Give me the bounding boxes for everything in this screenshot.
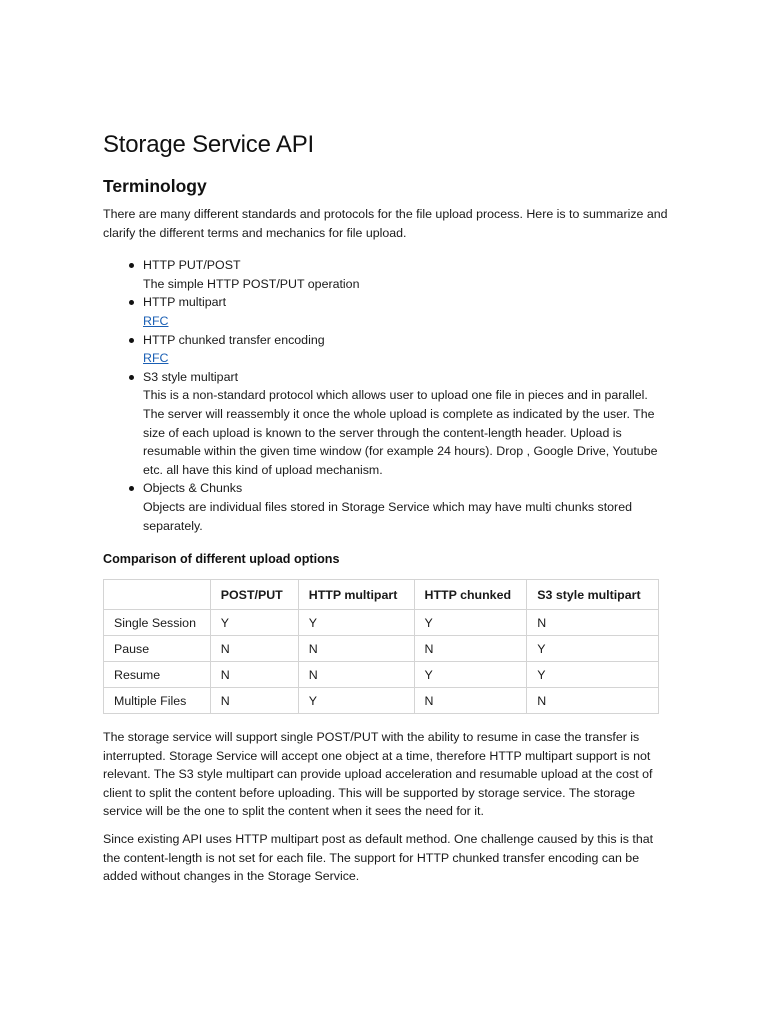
table-cell: Single Session [104, 610, 211, 636]
term-description: Objects are individual files stored in Storage Service which may have multi chunks stored separately. [143, 499, 632, 533]
table-row [104, 662, 659, 688]
table-row [104, 636, 659, 662]
bullet-icon [129, 300, 134, 305]
table-cell: Resume [104, 662, 211, 688]
term-label: HTTP PUT/POST [143, 258, 241, 273]
page-title: Storage Service API [103, 131, 314, 158]
table-cell: N [298, 636, 414, 662]
body-paragraph: The storage service will support single POST/PUT with the ability to resume in case the transfer is interrupted. Storage Service will accept one object at a time, therefore HTTP multipart support is not relevant. The S3 style multipart can provide upload acceleration and resumable upload at the cost of client to split the content before uploading. This will be supported by storage service. The storage service will be the one to split the content when it sees the need for it. [103, 730, 653, 819]
table-header-row [104, 580, 659, 610]
table-cell: Y [210, 610, 298, 636]
table-cell: N [210, 636, 298, 662]
rfc-link[interactable]: RFC [143, 313, 169, 328]
body-paragraph: Since existing API uses HTTP multipart post as default method. One challenge caused by this is that the content-length is not set for each file. The support for HTTP chunked transfer encoding can be added without changes in the Storage Service. [103, 832, 654, 884]
term-description: This is a non-standard protocol which allows user to upload one file in pieces and in parallel. The server will reassembly it once the whole upload is complete as indicated by the user. The size of each upload is known to the server through the content-length header. Upload is resumable within the given time window (for example 24 hours). Drop , Google Drive, Youtube etc. all have this kind of upload mechanism. [143, 388, 658, 477]
table-header-cell: S3 style multipart [527, 580, 659, 610]
table-cell: N [414, 688, 527, 714]
term-label: Objects & Chunks [143, 481, 243, 496]
bullet-icon [129, 338, 134, 343]
table-cell: Y [298, 610, 414, 636]
table-row [104, 688, 659, 714]
table-cell: N [527, 610, 659, 636]
bullet-icon [129, 263, 134, 268]
bullet-icon [129, 375, 134, 380]
table-row [104, 610, 659, 636]
table-header-cell: POST/PUT [210, 580, 298, 610]
terminology-list [103, 256, 668, 535]
table-cell: N [414, 636, 527, 662]
table-header-cell [104, 580, 211, 610]
table-cell: Y [527, 636, 659, 662]
section-heading-terminology: Terminology [103, 176, 207, 196]
list-item [103, 368, 668, 480]
table-cell: Y [298, 688, 414, 714]
list-item [103, 479, 668, 535]
term-label: HTTP chunked transfer encoding [143, 332, 325, 347]
table-cell: Y [414, 610, 527, 636]
list-item [103, 256, 668, 293]
table-cell: Y [414, 662, 527, 688]
table-cell: N [210, 662, 298, 688]
comparison-heading: Comparison of different upload options [103, 552, 340, 567]
term-description: The simple HTTP POST/PUT operation [143, 276, 360, 291]
table-cell: N [527, 688, 659, 714]
term-label: S3 style multipart [143, 369, 239, 384]
table-cell: Pause [104, 636, 211, 662]
table-cell: Multiple Files [104, 688, 211, 714]
comparison-table [103, 579, 659, 714]
table-cell: N [298, 662, 414, 688]
document-page [103, 128, 668, 886]
table-cell: Y [527, 662, 659, 688]
term-label: HTTP multipart [143, 295, 227, 310]
table-header-cell: HTTP multipart [298, 580, 414, 610]
terminology-intro: There are many different standards and protocols for the file upload process. Here is to summarize and clarify the different terms and mechanics for file upload. [103, 207, 668, 240]
table-header-cell: HTTP chunked [414, 580, 527, 610]
rfc-link[interactable]: RFC [143, 351, 169, 366]
list-item [103, 331, 668, 368]
bullet-icon [129, 486, 134, 491]
table-cell: N [210, 688, 298, 714]
list-item [103, 293, 668, 330]
